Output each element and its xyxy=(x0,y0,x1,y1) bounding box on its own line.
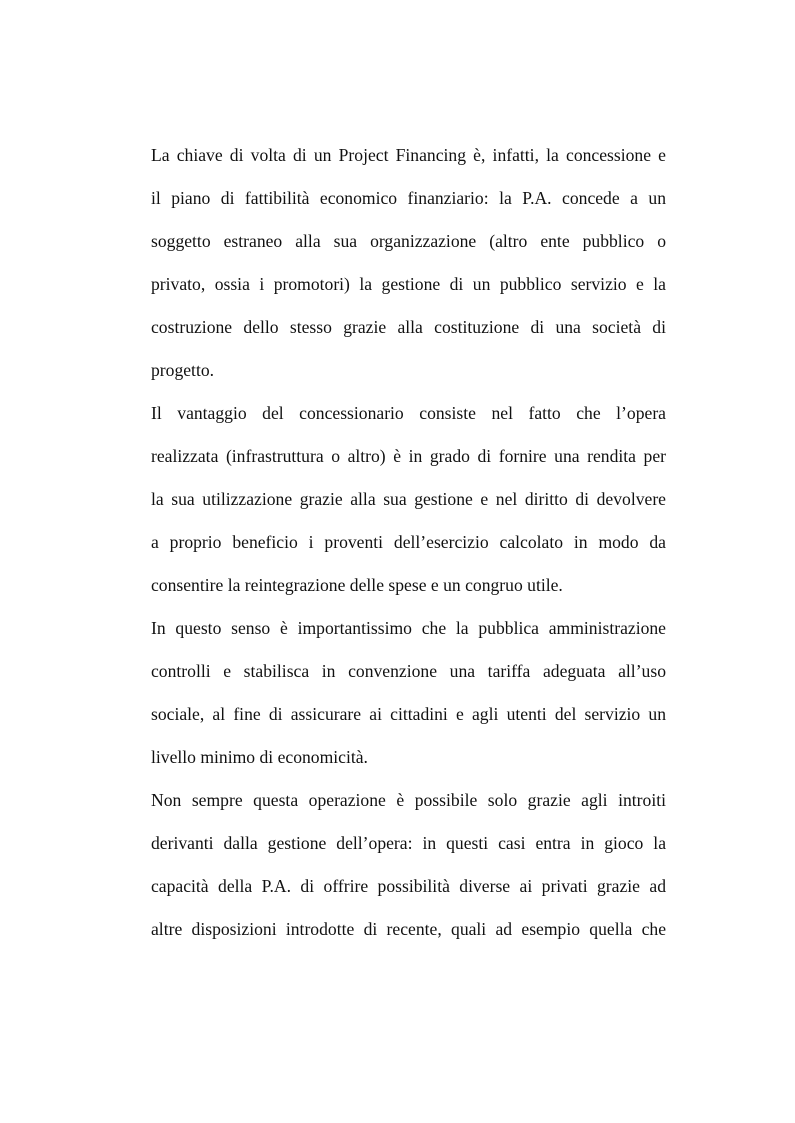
text-line: realizzata (infrastruttura o altro) è in grado di fornire una rendita per xyxy=(151,446,666,466)
paragraph xyxy=(151,785,666,957)
text-line: La chiave di volta di un Project Financing è, infatti, la concessione e xyxy=(151,145,666,165)
paragraph xyxy=(151,140,666,398)
text-line: costruzione dello stesso grazie alla costituzione di una società di xyxy=(151,317,666,337)
paragraph xyxy=(151,398,666,613)
text-line: Il vantaggio del concessionario consiste nel fatto che l’opera xyxy=(151,403,666,423)
text-line: il piano di fattibilità economico finanziario: la P.A. concede a un xyxy=(151,188,666,208)
paragraph xyxy=(151,613,666,785)
text-line: progetto. xyxy=(151,360,215,380)
text-line: capacità della P.A. di offrire possibilità diverse ai privati grazie ad xyxy=(151,876,666,896)
text-line: privato, ossia i promotori) la gestione di un pubblico servizio e la xyxy=(151,274,666,294)
body-text xyxy=(151,140,666,957)
text-line: la sua utilizzazione grazie alla sua gestione e nel diritto di devolvere xyxy=(151,489,666,509)
text-line: soggetto estraneo alla sua organizzazione (altro ente pubblico o xyxy=(151,231,666,251)
text-line: derivanti dalla gestione dell’opera: in questi casi entra in gioco la xyxy=(151,833,666,853)
text-line: altre disposizioni introdotte di recente, quali ad esempio quella che xyxy=(151,919,666,939)
text-line: sociale, al fine di assicurare ai cittadini e agli utenti del servizio un xyxy=(151,704,666,724)
text-line: Non sempre questa operazione è possibile solo grazie agli introiti xyxy=(151,790,666,810)
text-line: In questo senso è importantissimo che la pubblica amministrazione xyxy=(151,618,666,638)
text-line: a proprio beneficio i proventi dell’esercizio calcolato in modo da xyxy=(151,532,666,552)
text-line: livello minimo di economicità. xyxy=(151,747,368,767)
text-line: consentire la reintegrazione delle spese e un congruo utile. xyxy=(151,575,563,595)
text-line: controlli e stabilisca in convenzione una tariffa adeguata all’uso xyxy=(151,661,666,681)
